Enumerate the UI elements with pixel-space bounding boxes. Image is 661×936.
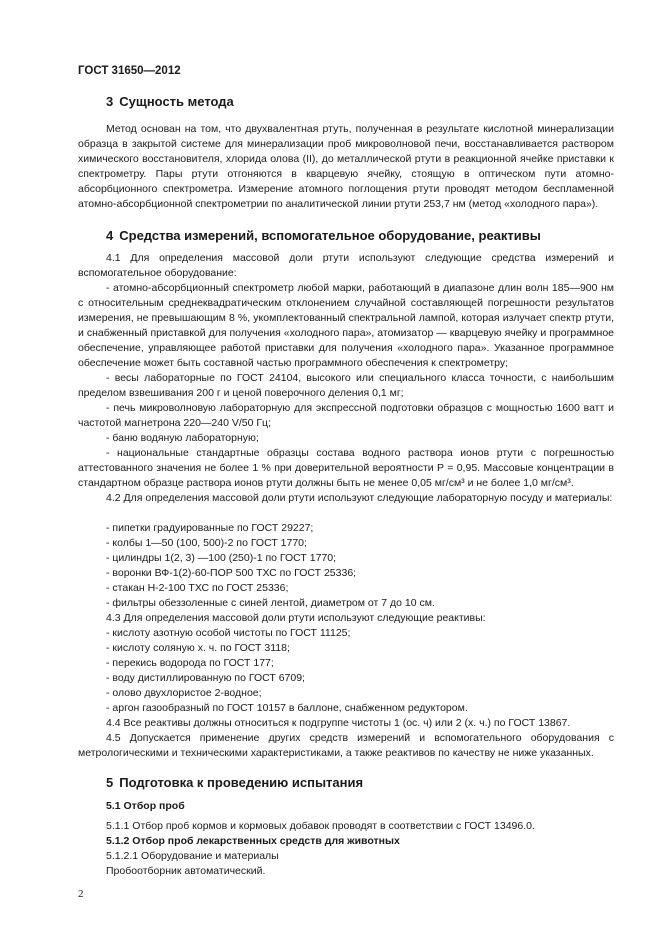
document-header: ГОСТ 31650—2012 [78, 65, 181, 77]
section-title: Сущность метода [119, 94, 234, 109]
clause-5-1-2-1: 5.1.2.1 Оборудование и материалы [106, 850, 279, 862]
clause-5-1-1: 5.1.1 Отбор проб кормов и кормовых добавок проводят в соответствии с ГОСТ 13496.0. [106, 820, 535, 832]
list-item: - цилиндры 1(2, 3) —100 (250)-1 по ГОСТ 1770; [106, 552, 337, 564]
list-item: - аргон газообразный по ГОСТ 10157 в баллоне, снабженном редуктором. [106, 702, 468, 714]
subsection-5-1-2-heading: 5.1.2 Отбор проб лекарственных средств для животных [106, 835, 400, 847]
section-title: Подготовка к проведению испытания [119, 775, 364, 790]
section-number: 5 [106, 775, 114, 790]
list-item: - баню водяную лабораторную; [106, 432, 259, 444]
section-number: 4 [106, 228, 114, 243]
clause-4-2: 4.2 Для определения массовой доли ртути используют следующие лабораторную посуду и материалы: [106, 492, 613, 504]
clause-4-1: 4.1 Для определения массовой доли ртути используют следующие средства измерений и вспомогательное оборудование: [78, 252, 614, 279]
list-item: - атомно-абсорбционный спектрометр любой марки, работающий в диапазоне длин волн 185—900 нм с относительным среднеквадратическим отклонением случайной составляющей погрешности результатов измерения, не превышающим 8 %, укомплектованный спектральной лампой, которая излучает спектр ртути, и снабженный приставкой для получения «холодного пара», атомизатор — кварцевую ячейку и программное обеспечение, управляющее работой приставки для получения «холодного пара». Указанное программное обеспечение может быть составной частью программного обеспечения к спектрометру; [78, 282, 614, 369]
page-number: 2 [78, 888, 84, 900]
list-item: - воду дистиллированную по ГОСТ 6709; [106, 672, 305, 684]
clause-4-4: 4.4 Все реактивы должны относиться к подгруппе чистоты 1 (ос. ч) или 2 (х. ч.) по ГОСТ 13867. [106, 717, 571, 729]
subsection-5-1-heading: 5.1 Отбор проб [106, 800, 185, 812]
list-item: - воронки ВФ-1(2)-60-ПОР 500 ТХС по ГОСТ 25336; [106, 567, 357, 579]
list-item: - перекись водорода по ГОСТ 177; [106, 657, 274, 669]
section-title: Средства измерений, вспомогательное оборудование, реактивы [119, 228, 541, 243]
list-item: - олово двухлористое 2-водное; [106, 687, 262, 699]
section-3-heading [106, 94, 234, 109]
list-item: - кислоту соляную х. ч. по ГОСТ 3118; [106, 642, 290, 654]
clause-4-5: 4.5 Допускается применение других средств измерений и вспомогательного оборудования с метрологическими и техническими характеристиками, а также реактивов по качеству не ниже указанных. [78, 732, 614, 759]
list-item: - фильтры обеззоленные с синей лентой, диаметром от 7 до 10 см. [106, 597, 435, 609]
clause-4-3: 4.3 Для определения массовой доли ртути используют следующие реактивы: [106, 612, 486, 624]
list-item: - стакан Н-2-100 ТХС по ГОСТ 25336; [106, 582, 289, 594]
section-3-paragraph: Метод основан на том, что двухвалентная ртуть, полученная в результате кислотной минерализации образца в закрытой системе для минерализации проб микроволновой печи, восстанавливается раствором химического восстановителя, хлорида олова (II), до металлической ртути в реакционной ячейке приставки к спектрометру. Пары ртути отгоняются в кварцевую ячейку, стоящую в оптическом пути атомно-абсорбционного спектрометра. Измерение атомного поглощения ртути проводят методом беспламенной атомно-абсорбционной спектрометрии по аналитической линии ртути 253,7 нм (метод «холодного пара»). [78, 123, 614, 210]
list-item: - колбы 1—50 (100, 500)-2 по ГОСТ 1770; [106, 537, 307, 549]
section-number: 3 [106, 94, 114, 109]
list-item: - печь микроволновую лабораторную для экспрессной подготовки образцов с мощностью 1600 ватт и частотой магнетрона 220—240 V/50 Гц; [78, 402, 614, 429]
list-item: - весы лабораторные по ГОСТ 24104, высокого или специального класса точности, с наибольшим пределом взвешивания 200 г и ценой поверочного деления 0,1 мг; [78, 372, 614, 399]
list-item: - кислоту азотную особой чистоты по ГОСТ 11125; [106, 627, 351, 639]
section-4-heading [106, 228, 541, 243]
list-item: - пипетки градуированные по ГОСТ 29227; [106, 522, 314, 534]
section-5-heading [106, 775, 363, 790]
body-line: Пробоотборник автоматический. [106, 865, 266, 877]
list-item: - национальные стандартные образцы состава водного раствора ионов ртути с погрешностью аттестованного значения не более 1 % при доверительной вероятности P = 0,95. Массовые концентрации в стандартном образце раствора ионов ртути должны быть не менее 0,05 мг/см³ и не более 1,0 мг/см³. [78, 447, 614, 489]
